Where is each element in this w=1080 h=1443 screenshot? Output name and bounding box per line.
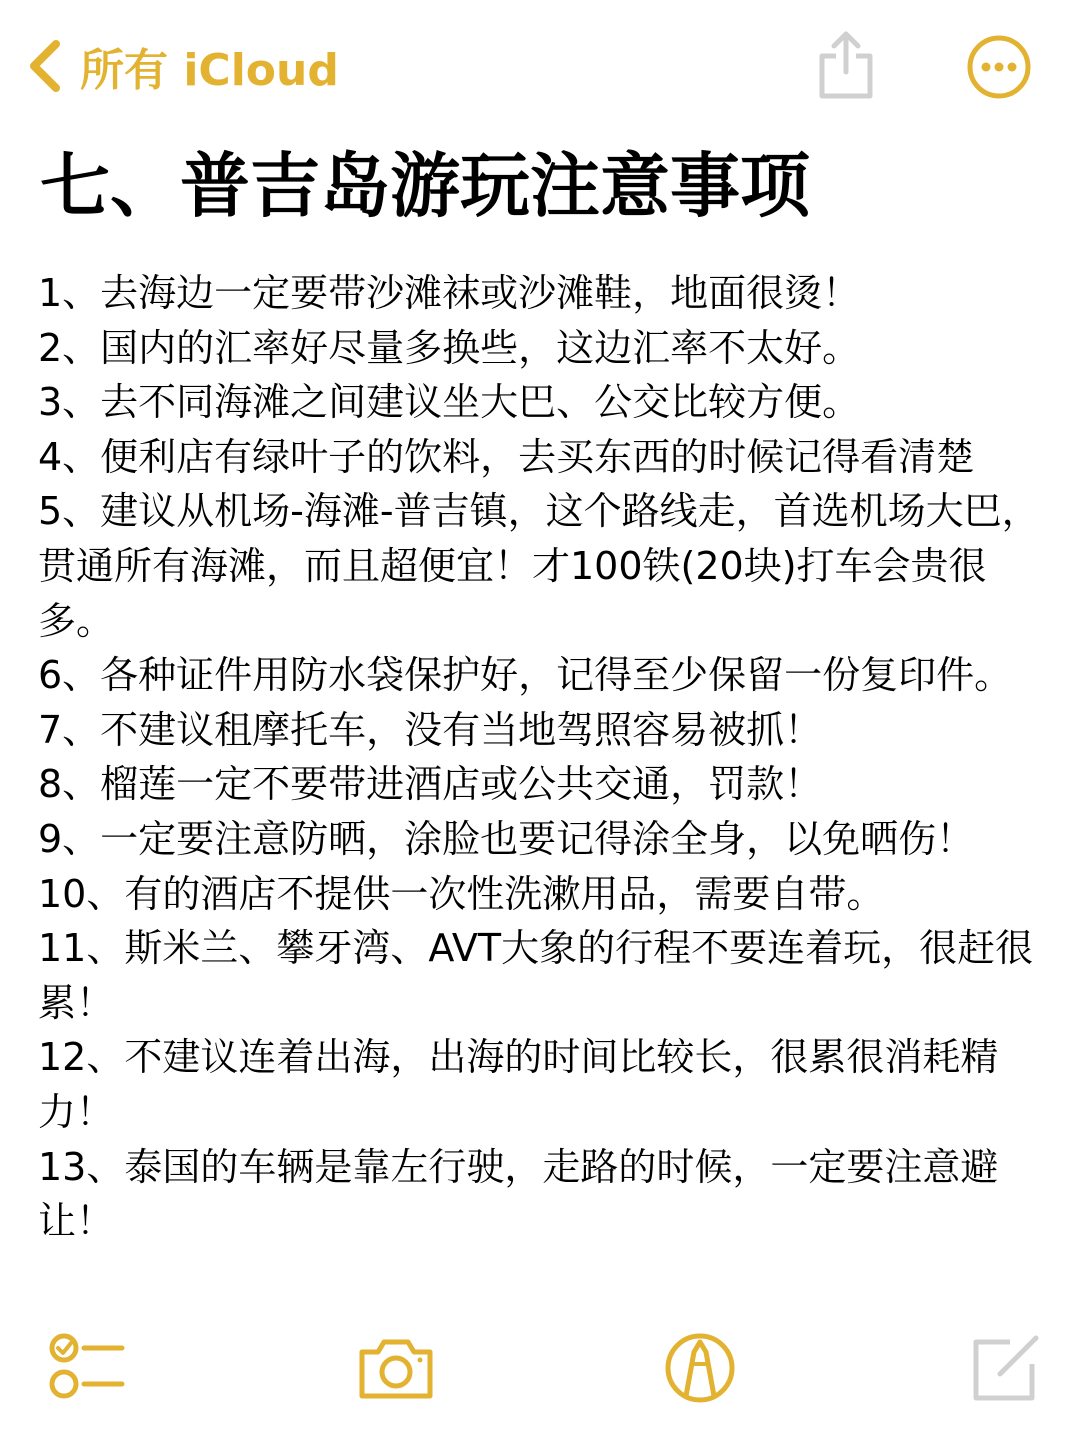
note-line: 3、去不同海滩之间建议坐大巴、公交比较方便。 xyxy=(38,380,861,425)
back-button-label: 所有 iCloud xyxy=(80,45,339,96)
note-title[interactable]: 七、普吉岛游玩注意事项 xyxy=(40,145,810,227)
markup-button[interactable] xyxy=(660,1328,740,1408)
note-line: 13、泰国的车辆是靠左行驶，走路的时候，一定要注意避让！ xyxy=(38,1144,999,1244)
compose-icon xyxy=(966,1328,1046,1408)
note-body[interactable] xyxy=(38,266,1048,1249)
camera-icon xyxy=(356,1328,436,1408)
back-button[interactable] xyxy=(22,36,339,96)
note-line: 11、斯米兰、攀牙湾、AVT大象的行程不要连着玩，很赶很累！ xyxy=(38,926,1034,1025)
chevron-left-icon xyxy=(22,36,70,96)
note-line: 2、国内的汇率好尽量多换些，这边汇率不太好。 xyxy=(38,325,861,370)
note-line: 10、有的酒店不提供一次性洗漱用品，需要自带。 xyxy=(38,871,885,916)
note-line: 1、去海边一定要带沙滩袜或沙滩鞋，地面很烫！ xyxy=(38,271,861,315)
note-line: 9、一定要注意防晒，涂脸也要记得涂全身，以免晒伤！ xyxy=(38,816,975,861)
bottom-toolbar xyxy=(0,1310,1080,1420)
navigation-bar xyxy=(0,0,1080,130)
share-icon[interactable] xyxy=(814,28,878,100)
checklist-button[interactable] xyxy=(48,1328,128,1408)
note-line: 4、便利店有绿叶子的饮料，去买东西的时候记得看清楚 xyxy=(38,434,975,479)
note-line: 5、建议从机场-海滩-普吉镇，这个路线走，首选机场大巴，贯通所有海滩，而且超便宜！才100铁(20块)打车会贵很多。 xyxy=(38,489,1040,643)
note-line: 7、不建议租摩托车，没有当地驾照容易被抓！ xyxy=(38,707,823,752)
camera-button[interactable] xyxy=(356,1328,436,1408)
compose-button[interactable] xyxy=(966,1328,1046,1408)
note-line: 8、榴莲一定不要带进酒店或公共交通，罚款！ xyxy=(38,762,823,807)
note-line: 6、各种证件用防水袋保护好，记得至少保留一份复印件。 xyxy=(38,653,1013,698)
note-line: 12、不建议连着出海，出海的时间比较长，很累很消耗精力！ xyxy=(38,1035,999,1134)
checklist-icon xyxy=(48,1328,128,1408)
markup-pen-icon xyxy=(660,1328,740,1408)
more-ellipsis-icon[interactable] xyxy=(966,34,1032,100)
